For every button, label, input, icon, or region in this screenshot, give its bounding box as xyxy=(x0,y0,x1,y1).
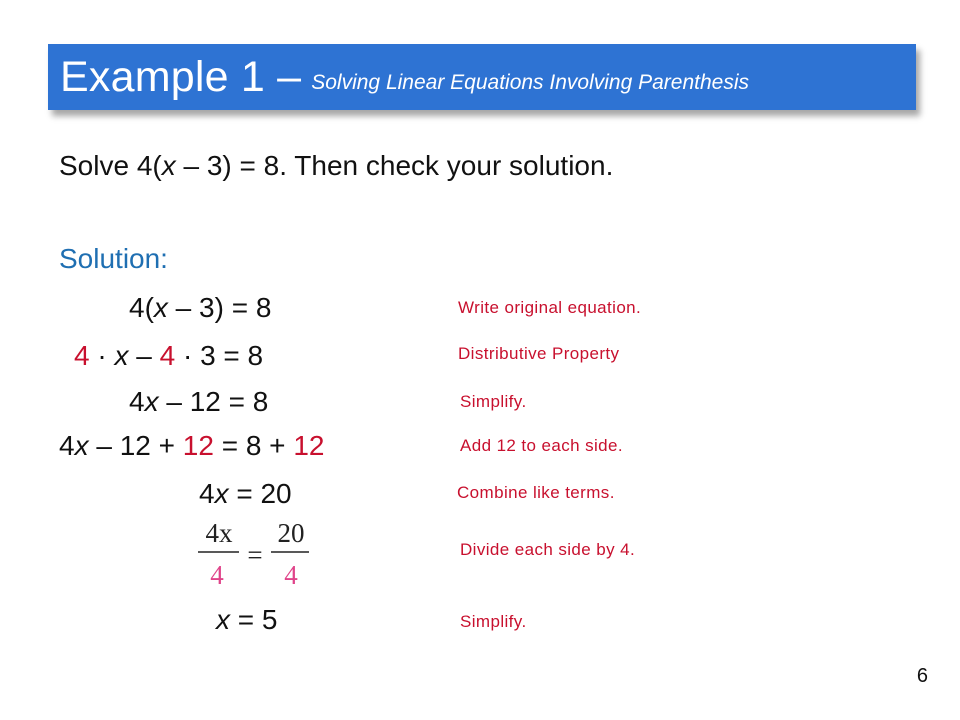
eq4-variable: x xyxy=(74,430,89,461)
fraction-left-numerator: 4x xyxy=(205,518,233,548)
slide-title: Example 1 – xyxy=(60,52,302,101)
equation-step-4 xyxy=(59,430,324,462)
eq3-variable: x xyxy=(144,386,159,417)
equation-step-2 xyxy=(74,340,263,372)
equation-step-1 xyxy=(129,292,271,324)
equation-step-3 xyxy=(129,386,268,418)
problem-statement xyxy=(59,150,613,182)
fraction-equation xyxy=(193,512,323,592)
title-bar xyxy=(48,44,916,110)
eq7-part: = 5 xyxy=(230,604,278,635)
eq4-part: – 12 + xyxy=(88,430,183,461)
eq2-distributed-four: 4 xyxy=(159,340,176,371)
eq1-variable: x xyxy=(153,292,168,323)
solution-label: Solution: xyxy=(59,243,168,274)
eq5-part: 4 xyxy=(199,478,215,509)
problem-prefix: Solve 4( xyxy=(59,150,162,181)
slide-subtitle: Solving Linear Equations Involving Parenthesis xyxy=(311,71,750,94)
eq2-dot: · xyxy=(89,340,115,371)
fraction-equals: = xyxy=(247,540,263,570)
eq4-added-twelve: 12 xyxy=(293,430,325,461)
step-note-2: Distributive Property xyxy=(458,344,620,363)
eq4-part: = 8 + xyxy=(213,430,294,461)
eq3-part: – 12 = 8 xyxy=(158,386,269,417)
eq1-part: – 3) = 8 xyxy=(167,292,272,323)
fraction-right-numerator: 20 xyxy=(277,518,305,548)
eq2-minus: – xyxy=(128,340,160,371)
problem-suffix: – 3) = 8. Then check your solution. xyxy=(175,150,614,181)
eq3-part: 4 xyxy=(129,386,145,417)
step-note-1: Write original equation. xyxy=(458,298,642,317)
step-note-3: Simplify. xyxy=(460,392,527,411)
eq2-variable: x xyxy=(114,340,129,371)
fraction-right-denominator: 4 xyxy=(284,560,298,590)
step-note-5: Combine like terms. xyxy=(457,483,615,502)
eq2-distributed-four: 4 xyxy=(74,340,90,371)
step-note-7: Simplify. xyxy=(460,612,527,631)
problem-variable: x xyxy=(161,150,176,181)
eq7-variable: x xyxy=(216,604,230,635)
eq5-variable: x xyxy=(214,478,229,509)
eq5-part: = 20 xyxy=(228,478,292,509)
step-note-4: Add 12 to each side. xyxy=(460,436,624,455)
equation-step-7 xyxy=(216,604,277,636)
eq4-part: 4 xyxy=(59,430,75,461)
eq1-part: 4( xyxy=(129,292,154,323)
eq4-added-twelve: 12 xyxy=(182,430,214,461)
eq2-rest: 3 = 8 xyxy=(200,340,264,371)
page-number: 6 xyxy=(916,665,928,687)
equation-step-5 xyxy=(199,478,292,510)
step-note-6: Divide each side by 4. xyxy=(460,540,636,559)
eq2-dot: · xyxy=(175,340,201,371)
fraction-left-denominator: 4 xyxy=(210,560,224,590)
